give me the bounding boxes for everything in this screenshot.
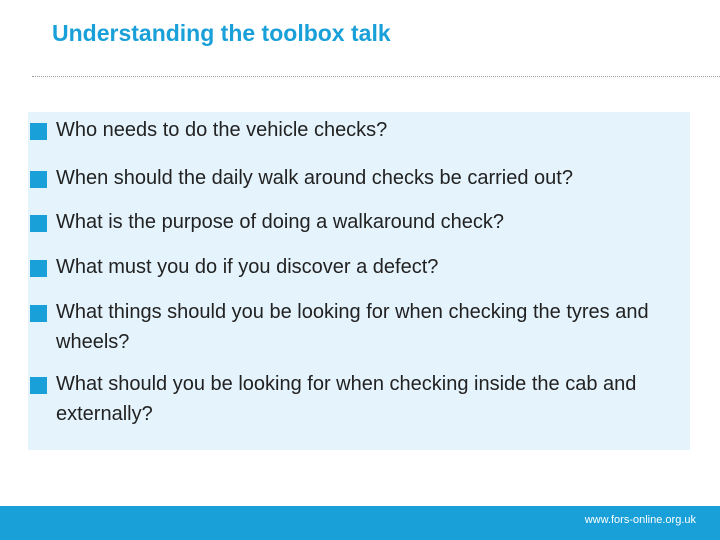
footer-bar: [0, 506, 720, 540]
bullet-text: When should the daily walk around checks be carried out?: [56, 167, 573, 189]
footer-url: www.fors-online.org.uk: [584, 514, 696, 526]
square-bullet-icon: [30, 305, 47, 322]
bullet-text: What things should you be looking for when checking the tyres and wheels?: [56, 301, 649, 353]
bullet-text: What must you do if you discover a defect?: [56, 256, 439, 278]
bullet-text: Who needs to do the vehicle checks?: [56, 119, 388, 141]
bullet-item: [30, 252, 690, 282]
square-bullet-icon: [30, 377, 47, 394]
slide-title: Understanding the toolbox talk: [52, 20, 391, 46]
square-bullet-icon: [30, 215, 47, 232]
content-panel: [28, 112, 690, 450]
square-bullet-icon: [30, 123, 47, 140]
bullet-item: [30, 115, 690, 145]
bullet-item: [30, 207, 690, 237]
square-bullet-icon: [30, 260, 47, 277]
title-divider: [32, 76, 720, 77]
square-bullet-icon: [30, 171, 47, 188]
bullet-text: What is the purpose of doing a walkaround check?: [56, 211, 505, 233]
bullet-item: [30, 369, 690, 429]
bullet-item: [30, 163, 690, 193]
bullet-item: [30, 297, 690, 357]
bullet-text: What should you be looking for when checking inside the cab and externally?: [56, 373, 637, 425]
